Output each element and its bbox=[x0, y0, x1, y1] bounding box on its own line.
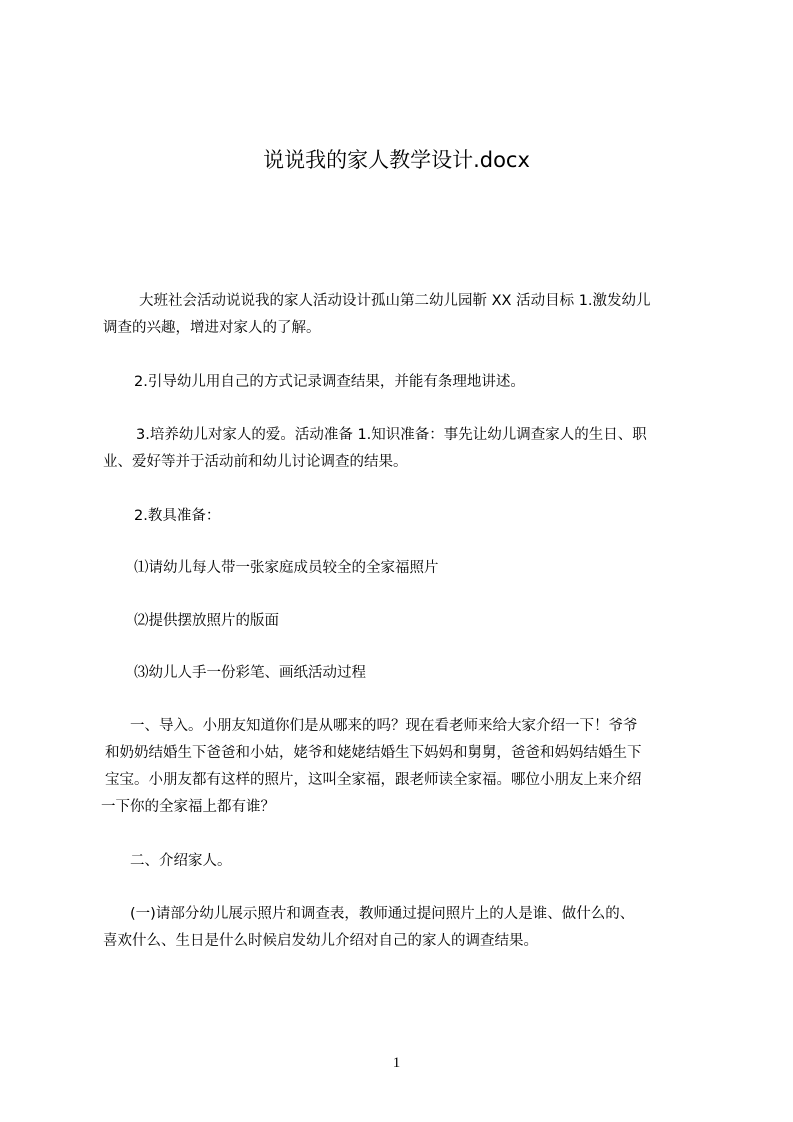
paragraph-line: 二、介绍家人。 bbox=[130, 853, 232, 869]
paragraph-line: 宝宝。小朋友都有这样的照片，这叫全家福，跟老师读全家福。哪位小朋友上来介绍 bbox=[105, 772, 642, 788]
paragraph-line: 3.培养幼儿对家人的爱。活动准备 1.知识准备：事先让幼儿调查家人的生日、职 bbox=[136, 427, 647, 443]
paragraph-line: 2.教具准备： bbox=[134, 508, 221, 524]
paragraph-line: 2.引导幼儿用自己的方式记录调查结果，并能有条理地讲述。 bbox=[134, 374, 525, 390]
paragraph-line: 喜欢什么、生日是什么时候启发幼儿介绍对自己的家人的调查结果。 bbox=[103, 933, 538, 949]
paragraph-line: 大班社会活动说说我的家人活动设计孤山第二幼儿园靳 XX 活动目标 1.激发幼儿 bbox=[139, 293, 651, 309]
paragraph-line: 一下你的全家福上都有谁？ bbox=[101, 799, 275, 815]
paragraph-line: ⑶幼儿人手一份彩笔、画纸活动过程 bbox=[134, 665, 366, 681]
paragraph-line: 一、导入。小朋友知道你们是从哪来的吗？现在看老师来给大家介绍一下！爷爷 bbox=[130, 718, 638, 734]
paragraph-line: 业、爱好等并于活动前和幼儿讨论调查的结果。 bbox=[103, 454, 408, 470]
paragraph-line: 调查的兴趣，增进对家人的了解。 bbox=[103, 320, 321, 336]
page-number: 1 bbox=[392, 1055, 401, 1071]
paragraph-line: 和奶奶结婚生下爸爸和小姑，姥爷和姥姥结婚生下妈妈和舅舅，爸爸和妈妈结婚生下 bbox=[105, 745, 642, 761]
paragraph-line: ⑴请幼儿每人带一张家庭成员较全的全家福照片 bbox=[134, 560, 439, 576]
document-title: 说说我的家人教学设计.docx bbox=[263, 148, 530, 172]
paragraph-line: (一)请部分幼儿展示照片和调查表，教师通过提问照片上的人是谁、做什么的、 bbox=[130, 906, 635, 922]
paragraph-line: ⑵提供摆放照片的版面 bbox=[134, 613, 279, 629]
